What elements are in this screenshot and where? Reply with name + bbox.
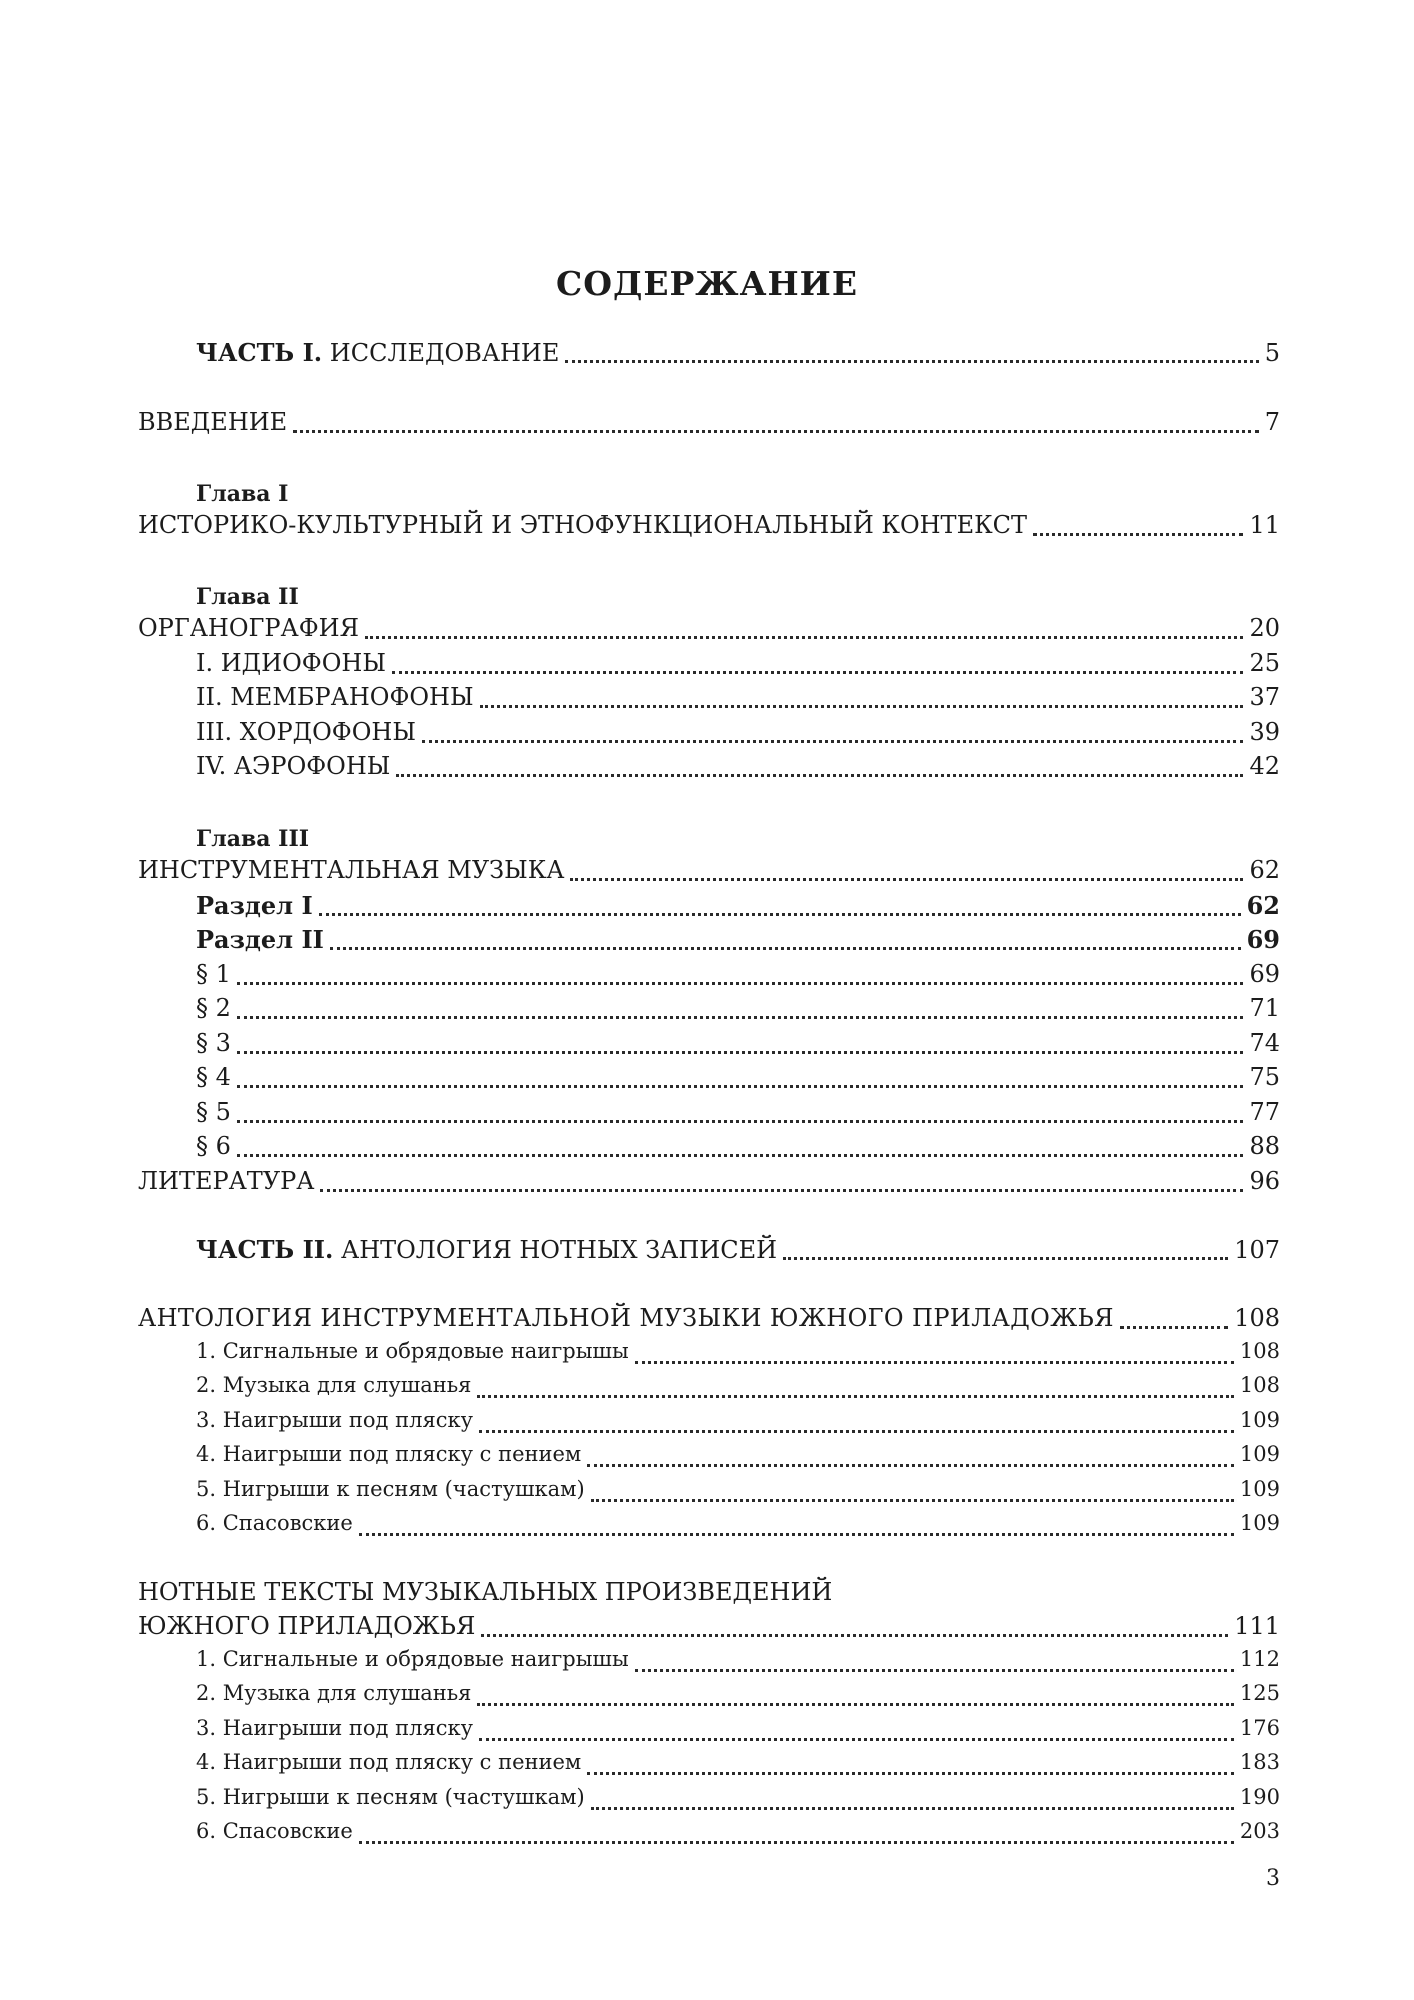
toc-entry-title: ВВЕДЕНИЕ bbox=[138, 408, 288, 436]
toc-page-number: 42 bbox=[1249, 752, 1280, 780]
toc-entry-title: III. ХОРДОФОНЫ bbox=[196, 718, 416, 746]
toc-entry-title: § 3 bbox=[196, 1029, 231, 1057]
toc-entry-title: 1. Сигнальные и обрядовые наигрышы bbox=[196, 1339, 629, 1363]
leader-dots bbox=[635, 1669, 1234, 1672]
toc-entry-chapter3[interactable] bbox=[138, 856, 1280, 890]
toc-entry-title: § 5 bbox=[196, 1098, 231, 1126]
toc-entry-title: § 2 bbox=[196, 994, 231, 1022]
toc-entry-title: 2. Музыка для слушанья bbox=[196, 1681, 472, 1705]
toc-page-number: 37 bbox=[1249, 683, 1280, 711]
toc-page-number: 25 bbox=[1249, 649, 1280, 677]
toc-entry-title: § 4 bbox=[196, 1063, 231, 1091]
toc-entry-title: 3. Наигрыши под пляску bbox=[196, 1716, 473, 1740]
toc-page-number: 7 bbox=[1264, 408, 1280, 436]
toc-entry-title: § 1 bbox=[196, 960, 231, 988]
toc-entry-title: IV. АЭРОФОНЫ bbox=[196, 752, 391, 780]
leader-dots bbox=[477, 1703, 1233, 1706]
toc-page-number: 39 bbox=[1249, 718, 1280, 746]
leader-dots bbox=[330, 947, 1241, 950]
toc-page-number: 125 bbox=[1239, 1681, 1280, 1705]
toc-page-number: 203 bbox=[1239, 1819, 1280, 1843]
toc-page-number: 112 bbox=[1239, 1647, 1280, 1671]
toc-page-number: 109 bbox=[1239, 1408, 1280, 1432]
toc-page-number: 77 bbox=[1249, 1098, 1280, 1126]
toc-page-number: 190 bbox=[1239, 1785, 1280, 1809]
toc-entry[interactable] bbox=[196, 1750, 1280, 1784]
toc-page-number: 5 bbox=[1264, 339, 1280, 367]
toc-entry-paragraph[interactable] bbox=[196, 1098, 1280, 1132]
toc-page-number: 62 bbox=[1249, 856, 1280, 884]
toc-entry-title: ЧАСТЬ II. АНТОЛОГИЯ НОТНЫХ ЗАПИСЕЙ bbox=[196, 1235, 778, 1264]
leader-dots bbox=[237, 1085, 1244, 1088]
toc-entry[interactable] bbox=[196, 1681, 1280, 1715]
leader-dots bbox=[480, 705, 1244, 708]
leader-dots bbox=[481, 1634, 1228, 1637]
leader-dots bbox=[319, 913, 1241, 916]
toc-page-number: 11 bbox=[1249, 511, 1280, 539]
toc-entry[interactable] bbox=[196, 1442, 1280, 1476]
leader-dots bbox=[635, 1361, 1234, 1364]
page-title: СОДЕРЖАНИЕ bbox=[555, 264, 858, 303]
toc-entry[interactable] bbox=[196, 683, 1280, 717]
toc-entry-section[interactable] bbox=[196, 891, 1280, 925]
toc-entry-literature[interactable] bbox=[138, 1167, 1280, 1201]
toc-entry-notes[interactable] bbox=[138, 1612, 1280, 1646]
toc-page-number: 75 bbox=[1249, 1063, 1280, 1091]
toc-entry-title: Раздел I bbox=[196, 891, 313, 920]
toc-page-number: 111 bbox=[1234, 1612, 1280, 1640]
toc-entry-title: II. МЕМБРАНОФОНЫ bbox=[196, 683, 474, 711]
leader-dots bbox=[359, 1841, 1234, 1844]
toc-page-number: 108 bbox=[1239, 1373, 1280, 1397]
leader-dots bbox=[237, 1051, 1244, 1054]
toc-entry-title: 6. Спасовские bbox=[196, 1819, 353, 1843]
toc-entry[interactable] bbox=[196, 718, 1280, 752]
chapter-heading: Глава I bbox=[196, 481, 289, 507]
toc-entry-title-line: НОТНЫЕ ТЕКСТЫ МУЗЫКАЛЬНЫХ ПРОИЗВЕДЕНИЙ bbox=[138, 1578, 833, 1606]
toc-entry-title: АНТОЛОГИЯ ИНСТРУМЕНТАЛЬНОЙ МУЗЫКИ ЮЖНОГО ПРИЛАДОЖЬЯ bbox=[138, 1304, 1114, 1332]
toc-entry-title: 6. Спасовские bbox=[196, 1511, 353, 1535]
leader-dots bbox=[1120, 1326, 1228, 1329]
leader-dots bbox=[479, 1430, 1234, 1433]
leader-dots bbox=[587, 1464, 1234, 1467]
toc-entry[interactable] bbox=[196, 1819, 1280, 1853]
toc-entry[interactable] bbox=[196, 649, 1280, 683]
toc-page-number: 109 bbox=[1239, 1442, 1280, 1466]
toc-entry-chapter2[interactable] bbox=[138, 614, 1280, 648]
toc-entry[interactable] bbox=[196, 1339, 1280, 1373]
toc-entry[interactable] bbox=[196, 1785, 1280, 1819]
toc-entry-title: ИНСТРУМЕНТАЛЬНАЯ МУЗЫКА bbox=[138, 856, 565, 884]
toc-entry-paragraph[interactable] bbox=[196, 994, 1280, 1028]
toc-entry[interactable] bbox=[196, 752, 1280, 786]
toc-entry-anthology[interactable] bbox=[138, 1304, 1280, 1338]
toc-entry[interactable] bbox=[196, 1511, 1280, 1545]
toc-page-number: 176 bbox=[1239, 1716, 1280, 1740]
leader-dots bbox=[320, 1189, 1243, 1192]
leader-dots bbox=[293, 430, 1259, 433]
leader-dots bbox=[591, 1499, 1234, 1502]
toc-page-number: 108 bbox=[1239, 1339, 1280, 1363]
toc-entry-title: 1. Сигнальные и обрядовые наигрышы bbox=[196, 1647, 629, 1671]
toc-entry-title: ЧАСТЬ I. ИССЛЕДОВАНИЕ bbox=[196, 338, 560, 367]
toc-entry-chapter1[interactable] bbox=[138, 511, 1280, 545]
toc-entry-title: 4. Наигрыши под пляску с пением bbox=[196, 1750, 582, 1774]
leader-dots bbox=[365, 636, 1244, 639]
toc-page-number: 109 bbox=[1239, 1511, 1280, 1535]
toc-page-number: 71 bbox=[1249, 994, 1280, 1022]
toc-page-number: 62 bbox=[1246, 891, 1280, 920]
leader-dots bbox=[392, 671, 1244, 674]
toc-entry-title: 5. Нигрыши к песням (частушкам) bbox=[196, 1477, 585, 1501]
toc-entry-title: § 6 bbox=[196, 1132, 231, 1160]
toc-entry-section[interactable] bbox=[196, 925, 1280, 959]
toc-page-number: 20 bbox=[1249, 614, 1280, 642]
leader-dots bbox=[396, 774, 1243, 777]
toc-page-number: 96 bbox=[1249, 1167, 1280, 1195]
leader-dots bbox=[479, 1738, 1234, 1741]
toc-entry-paragraph[interactable] bbox=[196, 1029, 1280, 1063]
leader-dots bbox=[237, 982, 1244, 985]
toc-entry-part1[interactable] bbox=[196, 338, 1280, 372]
page-number: 3 bbox=[1266, 1866, 1280, 1891]
chapter-heading: Глава II bbox=[196, 584, 299, 610]
toc-entry-title: ЮЖНОГО ПРИЛАДОЖЬЯ bbox=[138, 1612, 476, 1640]
toc-page-number: 74 bbox=[1249, 1029, 1280, 1057]
toc-entry-title: ЛИТЕРАТУРА bbox=[138, 1167, 315, 1195]
toc-entry-title: I. ИДИОФОНЫ bbox=[196, 649, 386, 677]
toc-entry[interactable] bbox=[196, 1408, 1280, 1442]
toc-entry-title: 2. Музыка для слушанья bbox=[196, 1373, 472, 1397]
leader-dots bbox=[570, 878, 1243, 881]
toc-page-number: 108 bbox=[1234, 1304, 1280, 1332]
toc-entry-intro[interactable] bbox=[138, 408, 1280, 442]
leader-dots bbox=[477, 1395, 1233, 1398]
toc-entry-paragraph[interactable] bbox=[196, 960, 1280, 994]
toc-entry-paragraph[interactable] bbox=[196, 1132, 1280, 1166]
toc-entry-title: ОРГАНОГРАФИЯ bbox=[138, 614, 359, 642]
toc-page-number: 88 bbox=[1249, 1132, 1280, 1160]
toc-entry[interactable] bbox=[196, 1647, 1280, 1681]
toc-page-number: 109 bbox=[1239, 1477, 1280, 1501]
toc-entry-title: 5. Нигрыши к песням (частушкам) bbox=[196, 1785, 585, 1809]
toc-entry-title: ИСТОРИКО-КУЛЬТУРНЫЙ И ЭТНОФУНКЦИОНАЛЬНЫЙ КОНТЕКСТ bbox=[138, 511, 1028, 539]
leader-dots bbox=[237, 1016, 1244, 1019]
leader-dots bbox=[359, 1533, 1234, 1536]
leader-dots bbox=[591, 1807, 1234, 1810]
toc-entry[interactable] bbox=[196, 1373, 1280, 1407]
toc-entry-title: 3. Наигрыши под пляску bbox=[196, 1408, 473, 1432]
toc-entry-part2[interactable] bbox=[196, 1235, 1280, 1269]
leader-dots bbox=[237, 1154, 1244, 1157]
toc-page-number: 107 bbox=[1234, 1236, 1280, 1264]
leader-dots bbox=[422, 740, 1244, 743]
toc-entry-paragraph[interactable] bbox=[196, 1063, 1280, 1097]
leader-dots bbox=[783, 1257, 1228, 1260]
chapter-heading: Глава III bbox=[196, 826, 310, 852]
toc-entry-title: Раздел II bbox=[196, 925, 324, 954]
toc-page-number: 69 bbox=[1246, 925, 1280, 954]
leader-dots bbox=[237, 1120, 1244, 1123]
toc-entry-title: 4. Наигрыши под пляску с пением bbox=[196, 1442, 582, 1466]
leader-dots bbox=[565, 360, 1258, 363]
toc-entry[interactable] bbox=[196, 1477, 1280, 1511]
leader-dots bbox=[587, 1772, 1234, 1775]
leader-dots bbox=[1033, 533, 1243, 536]
toc-entry[interactable] bbox=[196, 1716, 1280, 1750]
toc-page-number: 69 bbox=[1249, 960, 1280, 988]
toc-page-number: 183 bbox=[1239, 1750, 1280, 1774]
